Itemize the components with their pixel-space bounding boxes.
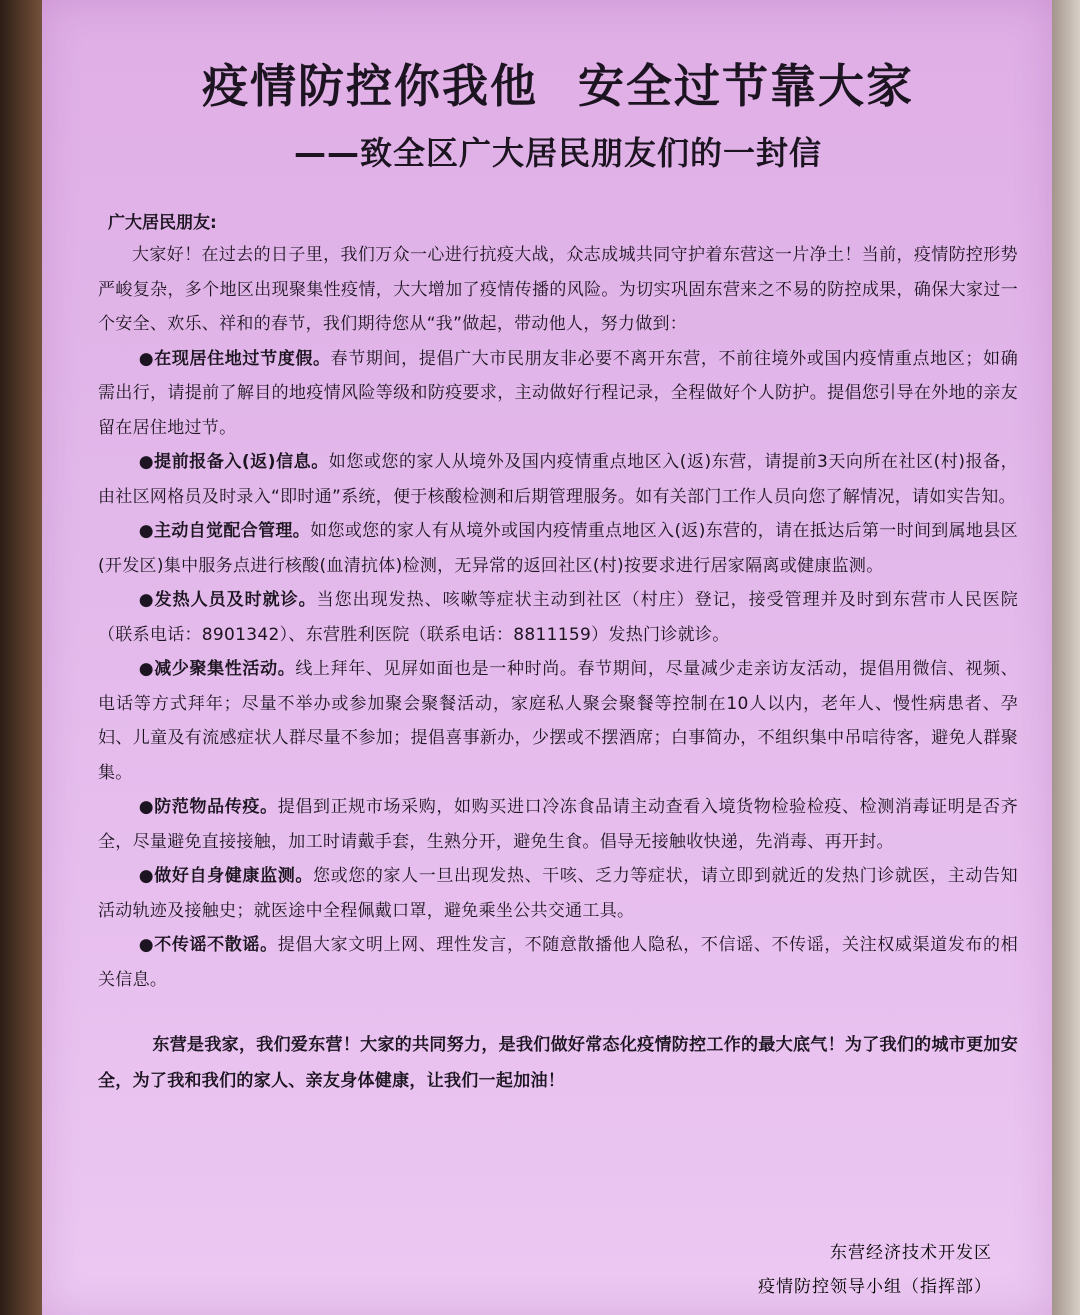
item-heading: ●在现居住地过节度假。 xyxy=(138,348,331,369)
letter-subtitle: ——致全区广大居民朋友们的一封信 xyxy=(293,134,822,172)
item-report-return xyxy=(98,445,1018,514)
title-right: 安全过节靠大家 xyxy=(578,59,914,113)
item-heading: ●发热人员及时就诊。 xyxy=(138,590,317,610)
item-body: 提倡到正规市场采购，如购买进口冷冻食品请主动查看入境货物检验检疫、检测消毒证明是否齐全，尽量避免直接接触，加工时请戴手套，生熟分开，避免生食。倡导无接触收快递，先消毒、再开封。 xyxy=(98,797,1018,852)
item-body: 春节期间，提倡广大市民朋友非必要不离开东营，不前往境外或国内疫情重点地区；如确需出行，请提前了解目的地疫情风险等级和防疫要求，主动做好行程记录，全程做好个人防护。提倡您引导在外地的亲友留在居住地过节。 xyxy=(98,348,1018,438)
item-body: 当您出现发热、咳嗽等症状主动到社区（村庄）登记，接受管理并及时到东营市人民医院（联系电话：8901342）、东营胜利医院（联系电话：8811159）发热门诊就诊。 xyxy=(98,590,1018,645)
letter-paper xyxy=(42,0,1052,1315)
item-body: 提倡大家文明上网、理性发言，不随意散播他人隐私，不信谣、不传谣，关注权威渠道发布的相关信息。 xyxy=(98,935,1018,990)
signature-org2: 疫情防控领导小组（指挥部） xyxy=(758,1277,992,1297)
item-body: 如您或您的家人从境外及国内疫情重点地区入(返)东营，请提前3天向所在社区(村)报备，由社区网格员及时录入“即时通”系统，便于核酸检测和后期管理服务。如有关部门工作人员向您了解情况，请如实告知。 xyxy=(98,452,1018,507)
signature-block xyxy=(758,1236,992,1304)
item-heading: ●提前报备入(返)信息。 xyxy=(138,452,329,472)
signature-org1: 东营经济技术开发区 xyxy=(830,1243,992,1263)
item-body: 线上拜年、见屏如面也是一种时尚。春节期间，尽量减少走亲访友活动，提倡用微信、视频、电话等方式拜年；尽量不举办或参加聚会聚餐活动，家庭私人聚会聚餐等控制在10人以内，老年人、慢性病患者、孕妇、儿童及有流感症状人群尽量不参加；提倡喜事新办，少摆或不摆酒席；白事简办，不组织集中吊唁待客，避免人群聚集。 xyxy=(98,659,1018,783)
item-heading: ●主动自觉配合管理。 xyxy=(138,521,311,541)
item-cooperate xyxy=(98,514,1018,583)
closing-paragraph: 东营是我家，我们爱东营！大家的共同努力，是我们做好常态化疫情防控工作的最大底气！为了我们的城市更加安全，为了我和我们的家人、亲友身体健康，让我们一起加油！ xyxy=(98,1035,1018,1091)
item-stay-local xyxy=(98,342,1018,446)
intro-paragraph: 大家好！在过去的日子里，我们万众一心进行抗疫大战，众志成城共同守护着东营这一片净土！当前，疫情防控形势严峻复杂，多个地区出现聚集性疫情，大大增加了疫情传播的风险。为切实巩固东营来之不易的防控成果，确保大家过一个安全、欢乐、祥和的春节，我们期待您从“我”做起，带动他人，努力做到： xyxy=(98,245,1018,334)
item-heading: ●防范物品传疫。 xyxy=(138,797,278,817)
item-heading: ●减少聚集性活动。 xyxy=(138,659,296,679)
item-heading: ●做好自身健康监测。 xyxy=(138,866,313,886)
item-body: 您或您的家人一旦出现发热、干咳、乏力等症状，请立即到就近的发热门诊就医，主动告知活动轨迹及接触史；就医途中全程佩戴口罩，避免乘坐公共交通工具。 xyxy=(98,866,1018,921)
item-reduce-gathering xyxy=(98,652,1018,790)
letter-content xyxy=(98,50,1018,1099)
letter-title xyxy=(98,50,1018,122)
item-heading: ●不传谣不散谣。 xyxy=(138,935,278,955)
item-health-monitor xyxy=(98,859,1018,928)
item-no-rumors xyxy=(98,928,1018,997)
item-fever-clinic xyxy=(98,583,1018,652)
item-body: 如您或您的家人有从境外或国内疫情重点地区入(返)东营的，请在抵达后第一时间到属地县区(开发区)集中服务点进行核酸(血清抗体)检测，无异常的返回社区(村)按要求进行居家隔离或健康监测。 xyxy=(98,521,1018,576)
title-left: 疫情防控你我他 xyxy=(202,59,538,113)
item-goods-safety xyxy=(98,790,1018,859)
salutation: 广大居民朋友: xyxy=(108,213,217,233)
